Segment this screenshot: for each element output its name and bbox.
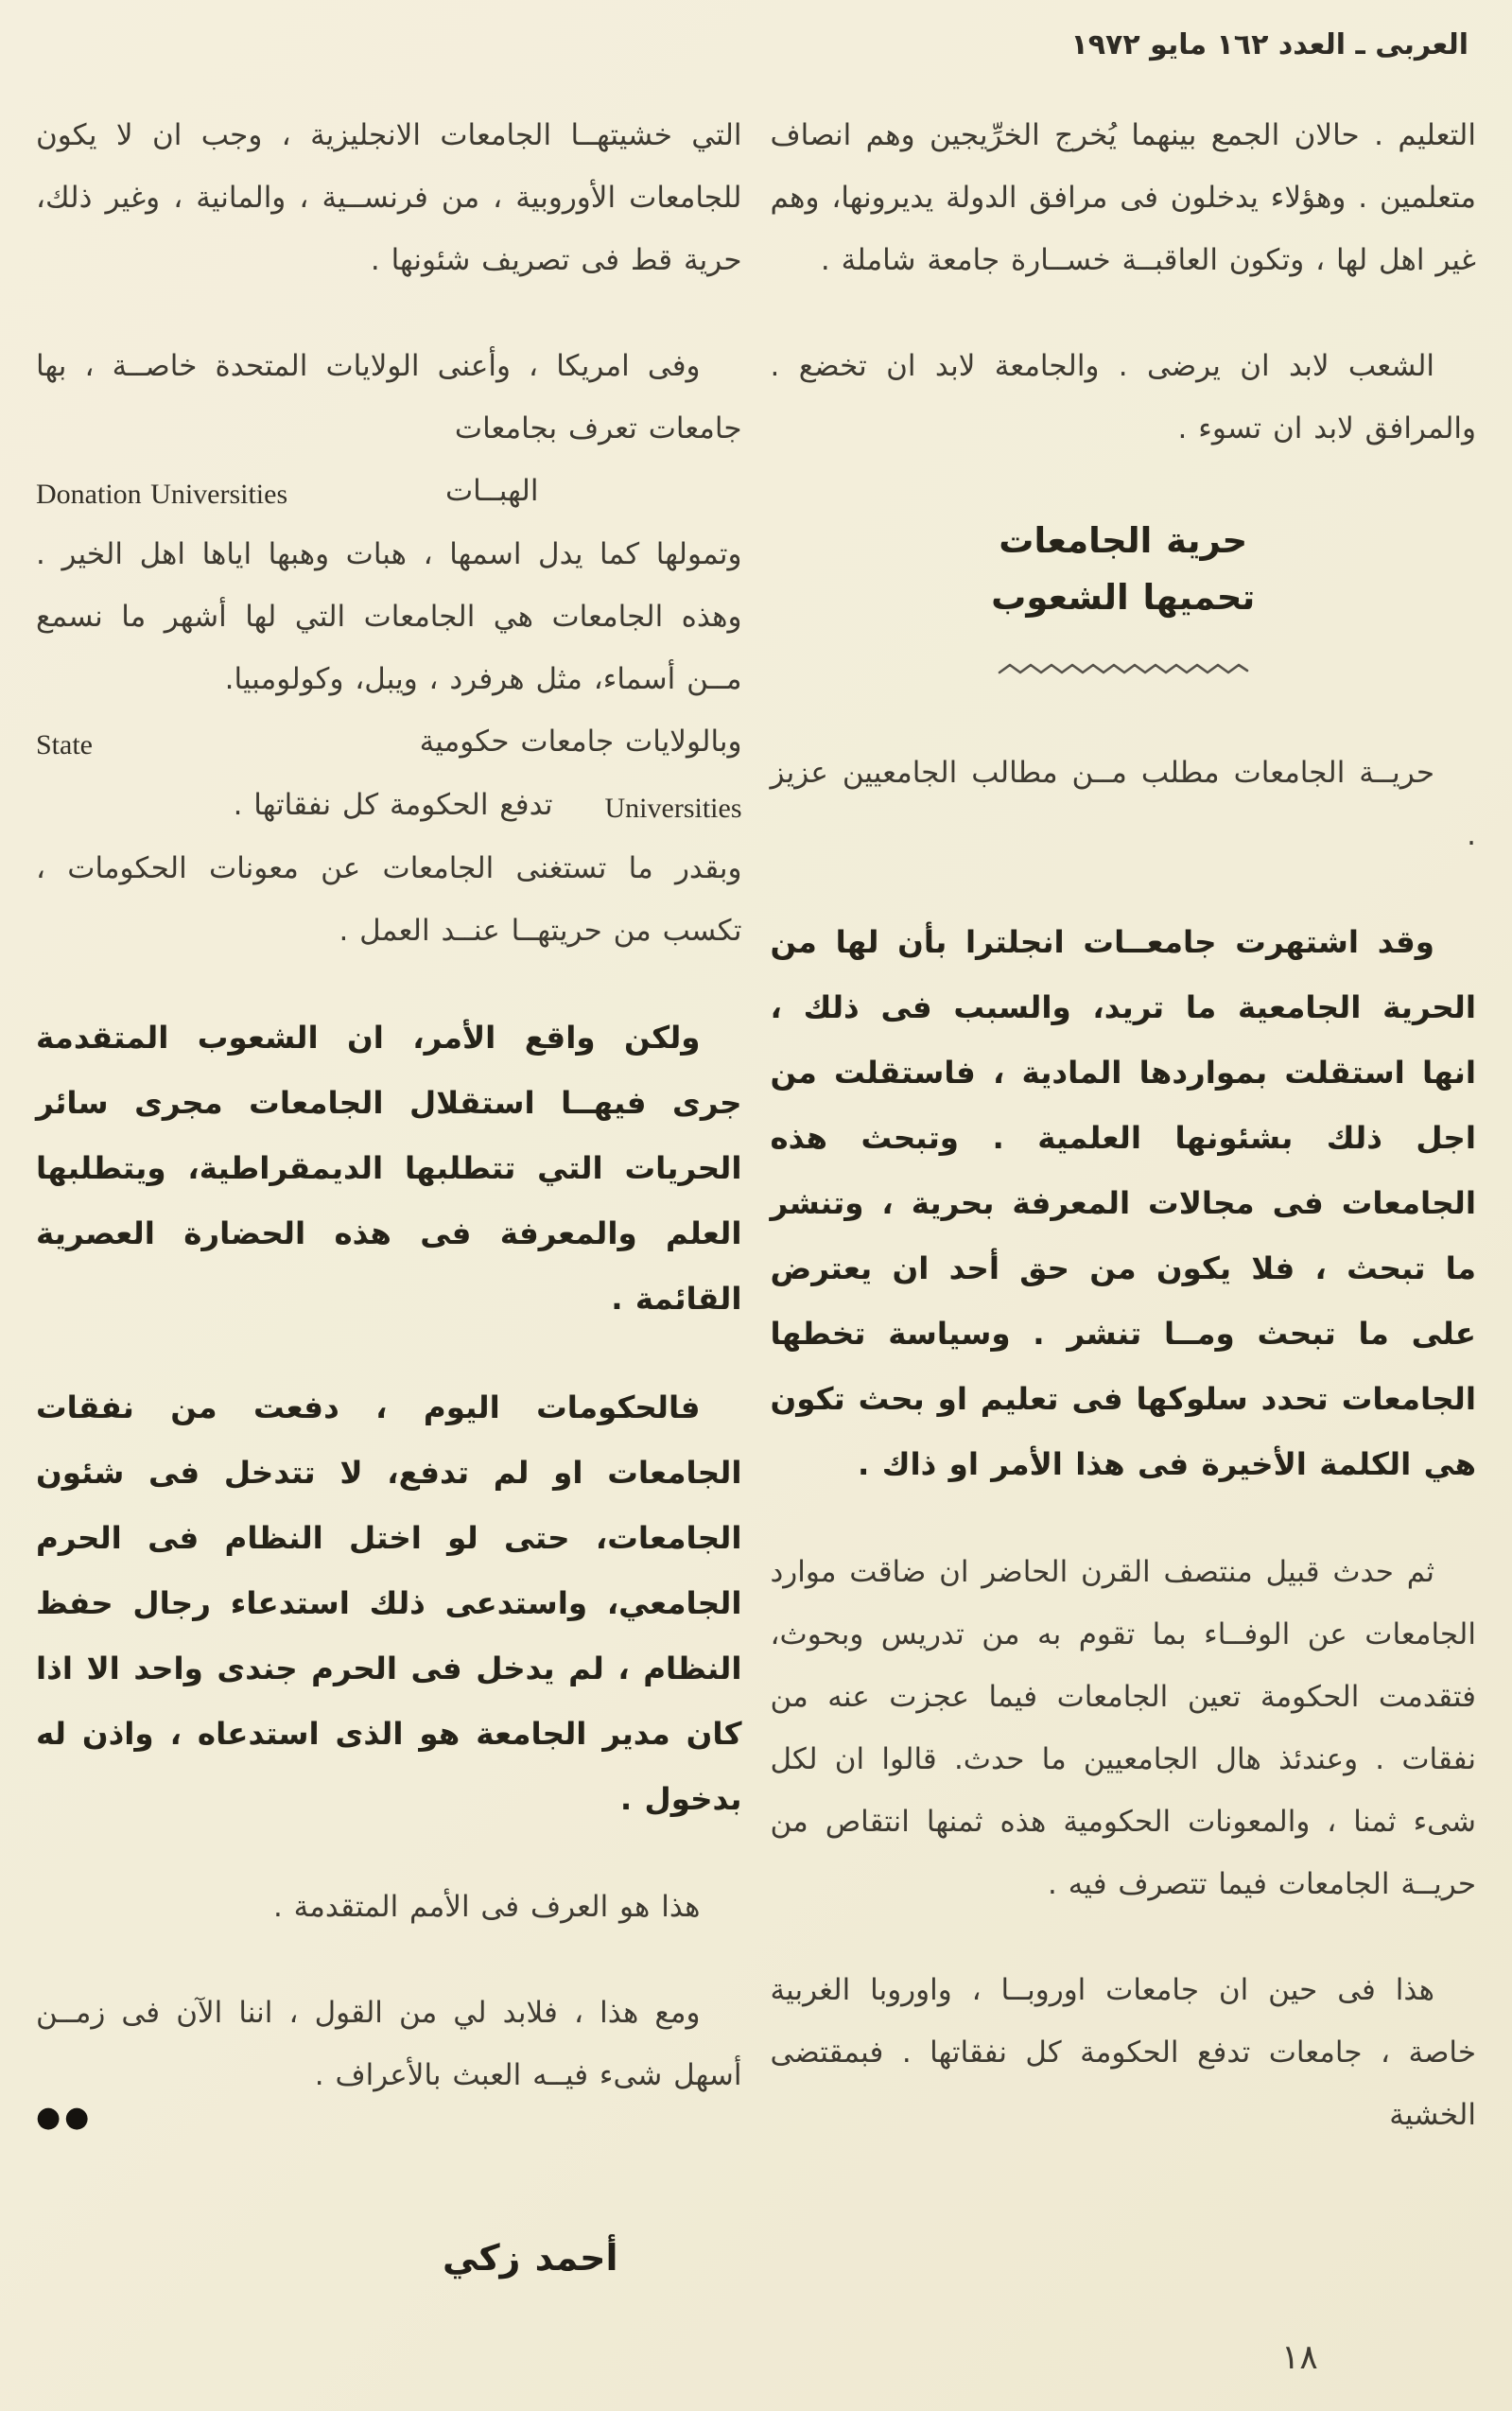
article-section-heading (771, 513, 1477, 626)
heading-line-2: تحميها الشعوب (991, 577, 1256, 618)
author-signature: أحمد زكي (443, 2237, 618, 2279)
english-term-donation-universities: Donation Universities (36, 479, 288, 510)
mixed-language-line (36, 710, 742, 774)
article-paragraph: التي خشيتهــا الجامعات الانجليزية ، وجب ان لا يكون للجامعات الأوروبية ، من فرنســية ، والمانية ، وغير ذلك، حرية قط فى تصريف شئونها . (36, 118, 742, 277)
heading-line-1: حرية الجامعات (999, 520, 1248, 561)
article-paragraph: التعليم . حالان الجمع بينهما يُخرج الخرِّيجين وهم انصاف متعلمين . وهؤلاء يدخلون فى مرافق الدولة يديرونها، وهم غير اهل لها ، وتكون العاقبــة خســارة جامعة شاملة . (770, 118, 1476, 277)
article-paragraph-bold: فالحكومات اليوم ، دفعت من نفقات الجامعات او لم تدفع، لا تتدخل فى شئون الجامعات، حتى لو اختل النظام فى الحرم الجامعي، واستدعى ذلك استدعاء رجال حفظ النظام ، لم يدخل فى الحرم جندى واحد الا اذا كان مدير الجامعة هو الذى استدعاه ، واذن له بدخول . (36, 1389, 742, 1817)
column-left (36, 104, 742, 2289)
article-paragraph: الشعب لابد ان يرضى . والجامعة لابد ان تخضع . والمرافق لابد ان تسوء . (770, 349, 1476, 446)
article-end-dots-icon: ●● (36, 2101, 94, 2134)
arabic-phrase-government-pays: تدفع الحكومة كل نفقاتها . (233, 788, 553, 822)
mixed-language-line (36, 774, 742, 837)
article-paragraph: ومع هذا ، فلابد لي من القول ، اننا الآن فى زمــن أسهل شىء فيــه العبث بالأعراف . (36, 1996, 742, 2092)
article-paragraph: وبقدر ما تستغنى الجامعات عن معونات الحكومات ، تكسب من حريتهــا عنــد العمل . (36, 851, 742, 948)
article-paragraph-bold: وقد اشتهرت جامعــات انجلترا بأن لها من الحرية الجامعية ما تريد، والسبب فى ذلك ، انها استقلت بمواردها المادية ، فاستقلت من اجل ذلك بشئونها العلمية . وتبحث هذه الجامعات فى مجالات المعرفة بحرية ، وتنشر ما تبحث ، فلا يكون من حق أحد ان يعترض على ما تبحث ومــا تنشر . وسياسة تخطها الجامعات تحدد سلوكها فى تعليم او بحث تكون هي الكلمة الأخيرة فى هذا الأمر او ذاك . (770, 924, 1476, 1482)
article-columns (36, 104, 1476, 2289)
article-paragraph: ثم حدث قبيل منتصف القرن الحاضر ان ضاقت موارد الجامعات عن الوفــاء بما تقوم به من تدريس وبحوث، فتقدمت الحكومة تعين الجامعات فيما عجزت عنه من نفقات . وعندئذ هال الجامعيين ما حدث. قالوا ان لكل شىء ثمنا ، والمعونات الحكومية هذه ثمنها انتقاص من حريــة الجامعات فيما تتصرف فيه . (770, 1555, 1476, 1901)
article-paragraph: حريــة الجامعات مطلب مــن مطالب الجامعيين عزيز . (770, 756, 1476, 852)
article-paragraph: وفى امريكا ، وأعنى الولايات المتحدة خاصــة ، بها جامعات تعرف بجامعات (36, 349, 742, 446)
heading-underline-wave (771, 636, 1477, 698)
mixed-language-line (36, 460, 742, 523)
page-number: ١٨ (1281, 2338, 1318, 2377)
column-right (771, 104, 1477, 2289)
article-paragraph: وتمولها كما يدل اسمها ، هبات وهبها اياها اهل الخير . وهذه الجامعات هي الجامعات التي لها أشهر ما نسمع مــن أسماء، مثل هرفرد ، ويبل، وكولومبيا. (36, 537, 742, 696)
english-term-state: State (36, 729, 93, 760)
article-paragraph-bold: ولكن واقع الأمر، ان الشعوب المتقدمة جرى فيهــا استقلال الجامعات مجرى سائر الحريات التي تتطلبها الديمقراطية، ويتطلبها العلم والمعرفة فى هذه الحضارة العصرية القائمة . (36, 1020, 742, 1317)
arabic-term-hibat: الهبــات (445, 474, 539, 508)
article-paragraph: هذا هو العرف فى الأمم المتقدمة . (272, 1890, 701, 1924)
article-paragraph: هذا فى حين ان جامعات اوروبــا ، واوروبا الغربية خاصة ، جامعات تدفع الحكومة كل نفقاتها . فبمقتضى الخشية (770, 1973, 1476, 2132)
english-term-universities: Universities (604, 793, 742, 824)
arabic-phrase-state-universities: وبالولايات جامعات حكومية (419, 725, 742, 759)
magazine-masthead: العربى ـ العدد ١٦٢ مايو ١٩٧٢ (1070, 28, 1469, 61)
